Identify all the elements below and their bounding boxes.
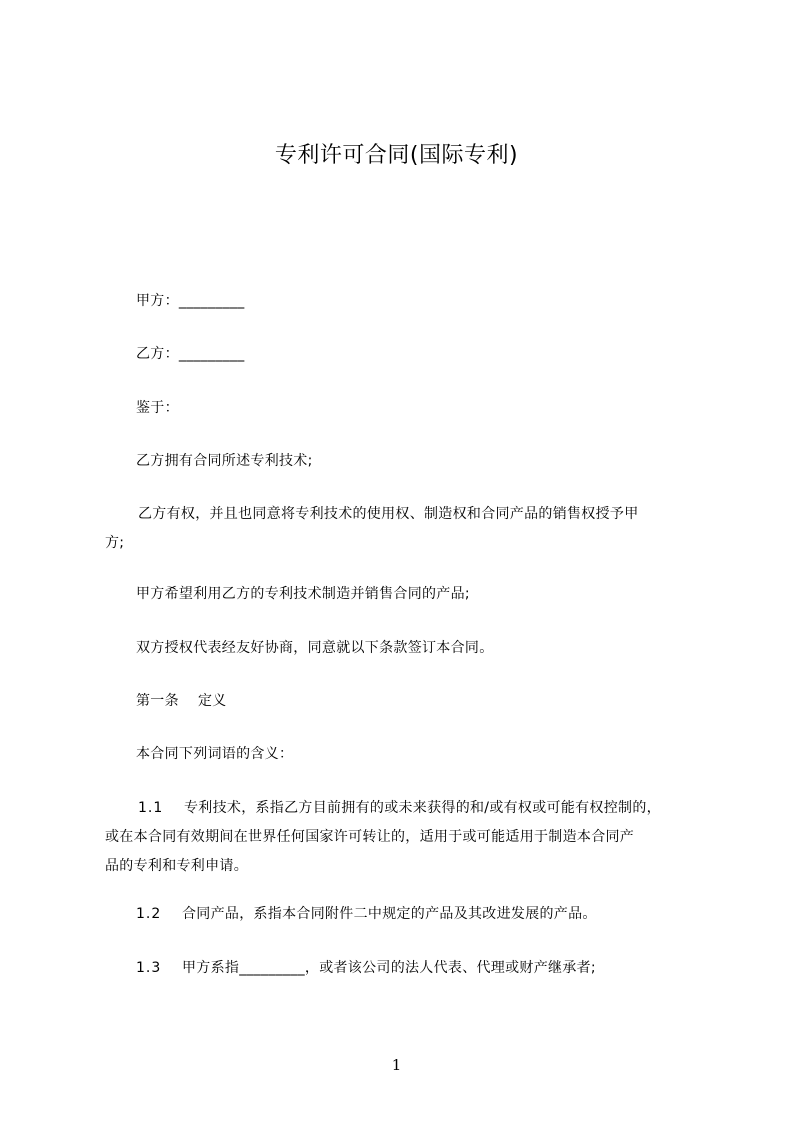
whereas-heading: 鉴于： — [136, 400, 179, 416]
clause-1-3-number: 1.3 — [136, 960, 162, 976]
clause-1-1-line-3: 品的专利和专利申请。 — [105, 858, 248, 874]
clause-1-2-text: 合同产品，系指本合同附件二中规定的产品及其改进发展的产品。 — [182, 906, 597, 922]
clause-1-1-text-1: 专利技术，系指乙方目前拥有的或未来获得的和/或有权或可能有权控制的， — [184, 800, 661, 816]
clause-1-1-number: 1.1 — [138, 800, 164, 816]
recital-2-line-1: 乙方有权，并且也同意将专利技术的使用权、制造权和合同产品的销售权授予甲 — [138, 506, 639, 522]
recital-3: 甲方希望利用乙方的专利技术制造并销售合同的产品; — [136, 586, 470, 602]
clause-1-2 — [105, 900, 736, 929]
article-1-intro: 本合同下列词语的含义： — [136, 746, 294, 762]
party-b-line: 乙方：_________ — [136, 346, 245, 362]
clause-1-1-line-1 — [105, 794, 705, 823]
recital-1: 乙方拥有合同所述专利技术; — [136, 453, 313, 469]
clause-1-2-number: 1.2 — [136, 906, 162, 922]
clause-1-3-text: 甲方系指_________，或者该公司的法人代表、代理或财产继承者; — [182, 960, 596, 976]
clause-1-1 — [105, 794, 705, 881]
recital-2-line-2: 方; — [105, 535, 125, 551]
article-1-heading: 第一条 定义 — [136, 693, 227, 709]
recital-4: 双方授权代表经友好协商，同意就以下条款签订本合同。 — [136, 640, 494, 656]
page-title: 专利许可合同(国际专利) — [274, 143, 519, 168]
clause-1-3 — [105, 954, 736, 983]
party-a-line: 甲方：_________ — [136, 293, 245, 309]
clause-1-1-line-2: 或在本合同有效期间在世界任何国家许可转让的，适用于或可能适用于制造本合同产 — [105, 829, 635, 845]
page-number: 1 — [391, 1056, 402, 1074]
recital-2 — [105, 500, 705, 558]
